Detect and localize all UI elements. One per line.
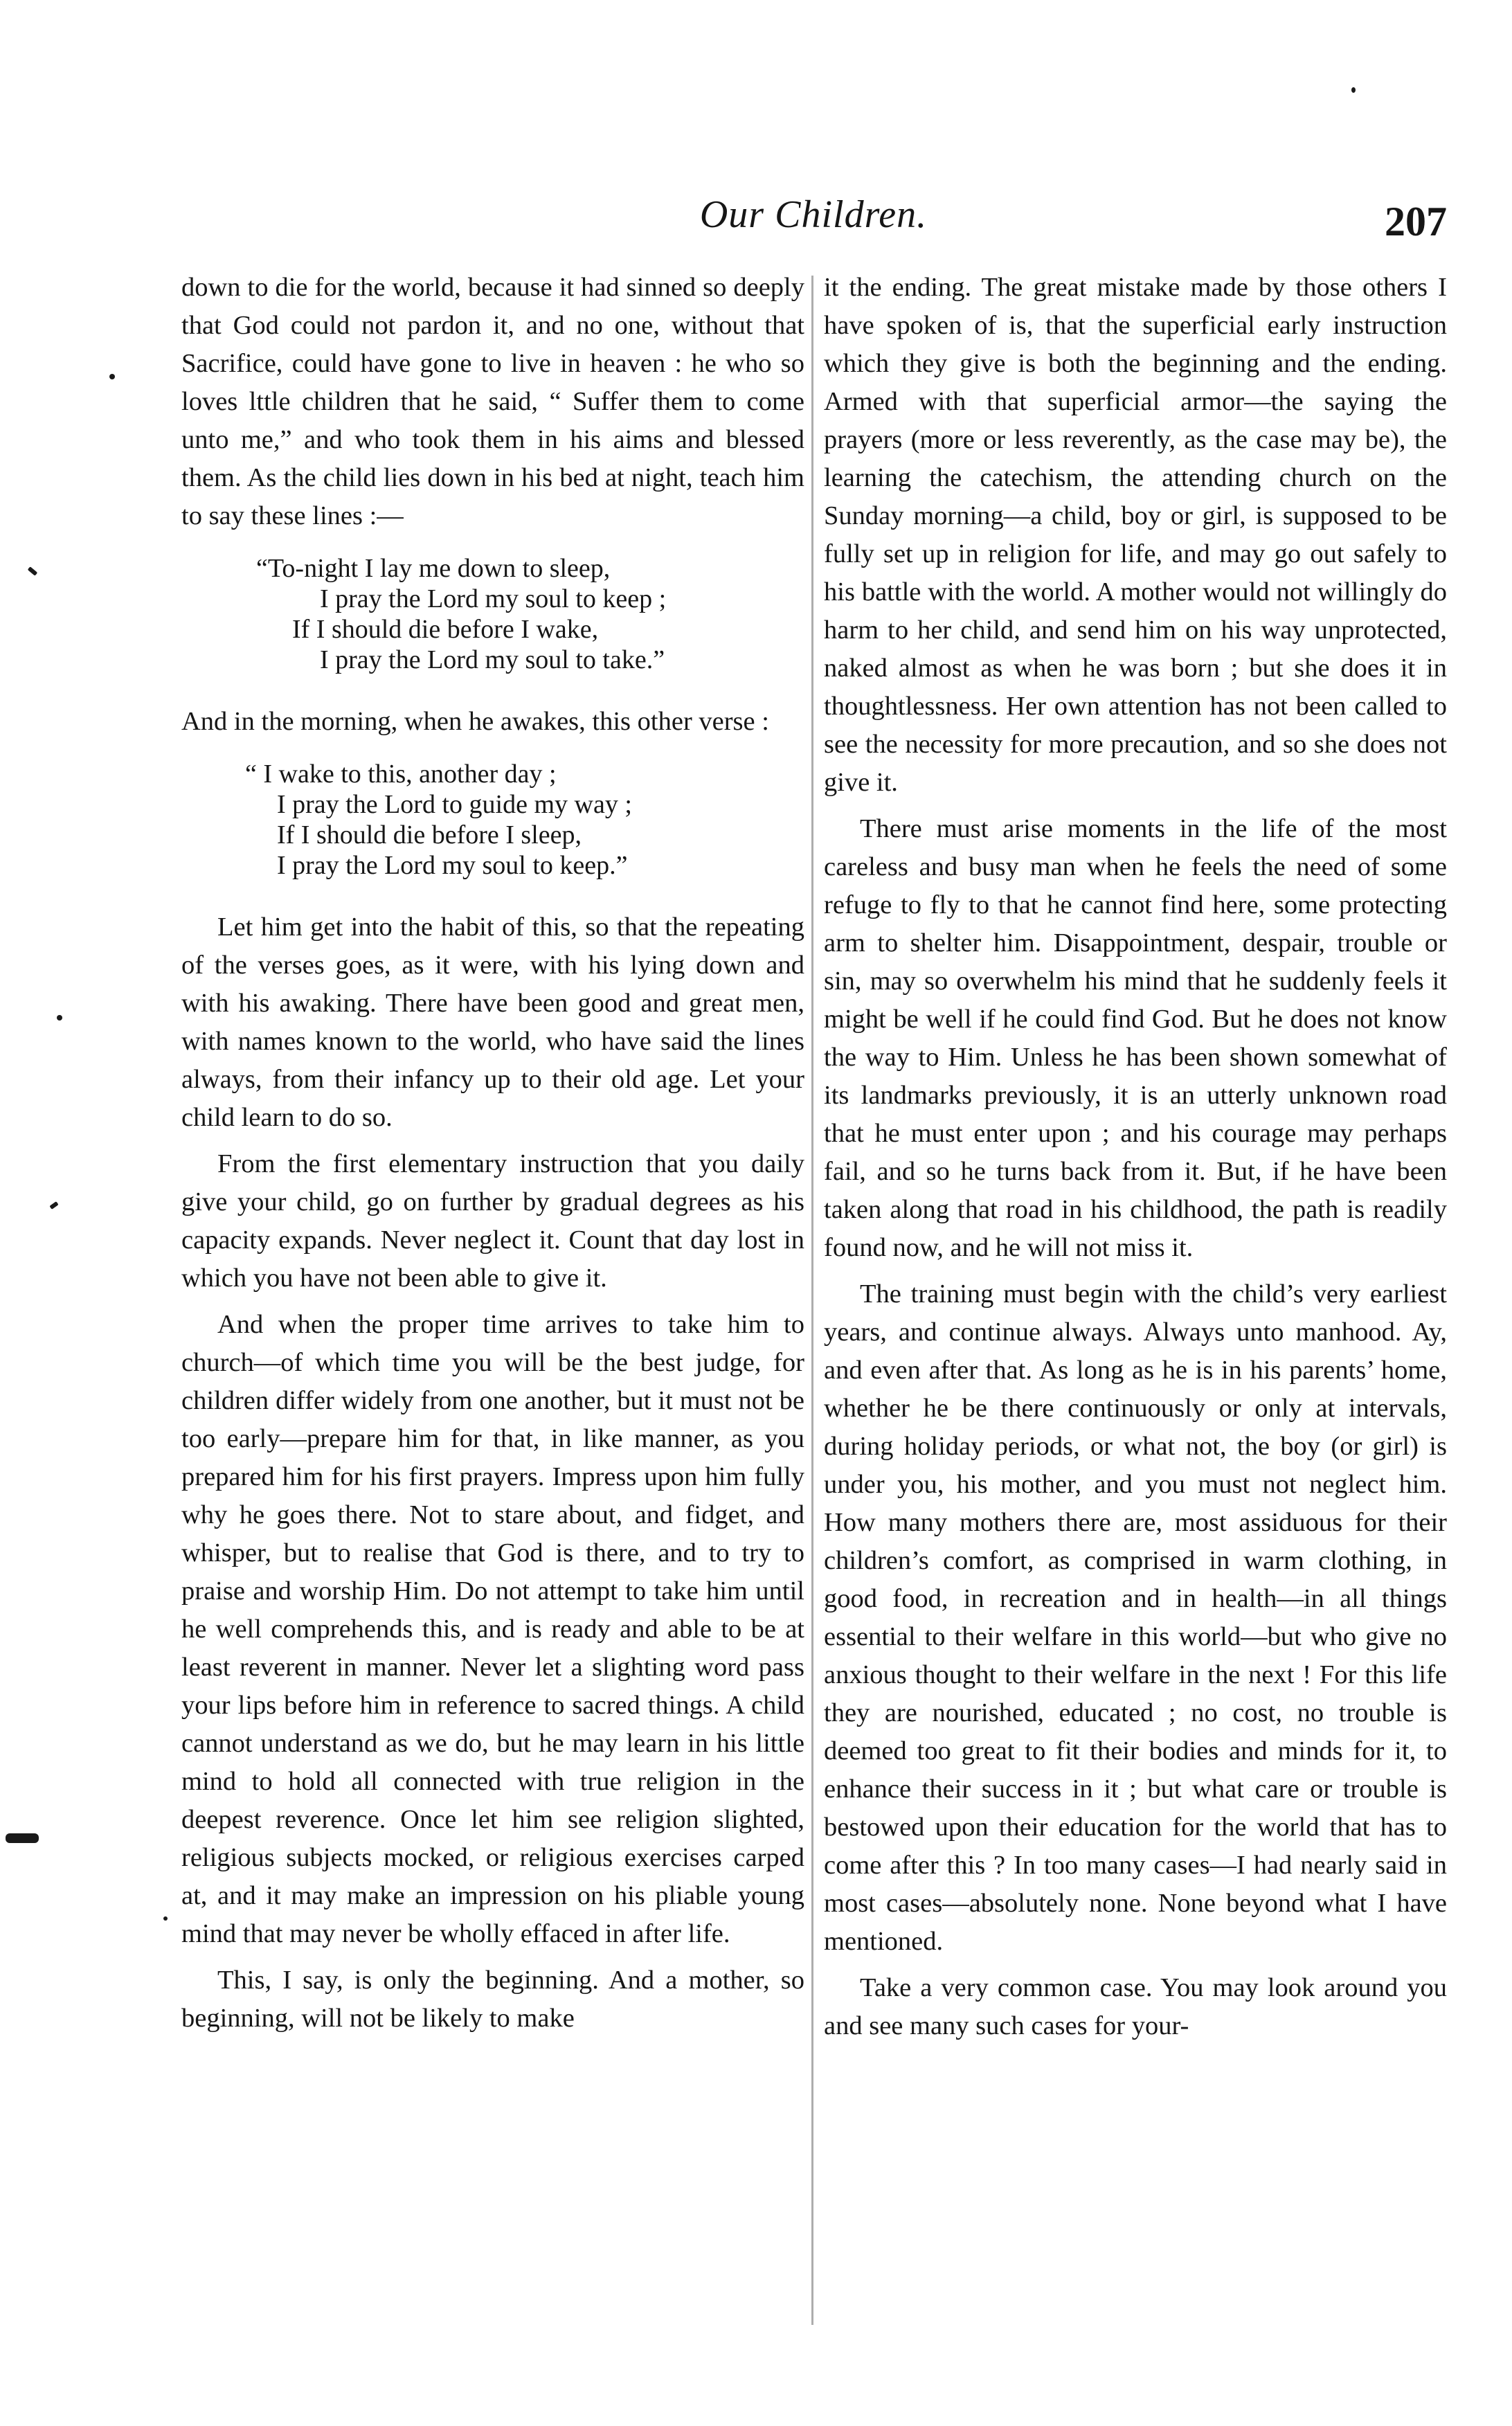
verse-line: If I should die before I sleep, [277,820,582,850]
paragraph: And when the proper time arrives to take him to church—of which time you will be the best judge, for children differ widely from one another, but it must not be too early—prepare him for that, in like manner, as you prepared him for his first prayers. Impress upon him fully why he goes there. Not to stare about, and fidget, and whisper, but to realise that God is there, and to try to praise and worship Him. Do not attempt to take him until he well comprehends this, and is ready and able to be at least reverent in manner. Never let a slighting word pass your lips before him in reference to sacred things. A child cannot understand as we do, but he may learn in his little mind to hold all connected with true religion in the deepest reverence. Once let him see religion slighted, religious subjects mocked, or religious exercises carped at, and it may make an impression on his pliable young mind that may never be wholly effaced in after life. [181,1310,804,1948]
verse-line: I pray the Lord my soul to take.” [320,645,665,674]
page-number: 207 [1385,199,1447,244]
paragraph: From the first elementary instruction that you daily give your child, go on further by gradual degrees as his capacity expands. Never neglect it. Count that day lost in which you have not been able to give it. [181,1149,804,1293]
scan-speck [1351,87,1356,93]
paragraph: There must arise moments in the life of the most careless and busy man when he feels the need of some refuge to fly to that he cannot find here, some protecting arm to shelter him. Disappointment, despair, trouble or sin, may so overwhelm his mind that he suddenly feels it might be well if he could find God. But he does not know the way to Him. Unless he has been shown somewhat of its landmarks previously, it is an utterly unknown road that he must enter upon ; and his courage may perhaps fail, and so he turns back from it. But, if he have been taken along that road in his childhood, the path is readily found now, and he will not miss it. [824,814,1447,1262]
paragraph: it the ending. The great mistake made by those others I have spoken of is, that the superficial early instruction which they give is both the beginning and the ending. Armed with that superficial armor—the saying the prayers (more or less reverently, as the case may be), the learning the catechism, the attending church on the Sunday morning—a child, boy or girl, is supposed to be fully set up in religion for life, and may go out safely to his battle with the world. A mother would not willingly do harm to her child, and send him on his way unprotected, naked almost as when he was born ; but she does it in thoughtlessness. Her own attention has not been called to see the necessity for more precaution, and so she does not give it. [824,273,1447,797]
left-column [181,269,804,2039]
scan-speck [109,374,115,379]
verse-line: “ I wake to this, another day ; [245,760,557,789]
paragraph: The training must begin with the child’s very earliest years, and continue always. Always unto manhood. Ay, and even after that. As long as he is in his parents’ home, whether he be there continuously or only at intervals, during holiday periods, or what not, the boy (or girl) is under you, his mother, and you must not neglect him. How many mothers there are, most assiduous for their children’s comfort, as comprised in warm clothing, in good food, in recreation and in health—in all things essential to their welfare in this world—but who give no anxious thought to their welfare in the next ! For this life they are nourished, educated ; no cost, no trouble is deemed too great to fit their bodies and minds for it, to enhance their success in it ; but what care or trouble is bestowed upon their education for the world that has to come after this ? In too many cases—I had nearly said in most cases—absolutely none. None beyond what I have mentioned. [824,1279,1447,1956]
verse-evening [181,553,804,675]
paragraph: And in the morning, when he awakes, this other verse : [181,707,769,736]
scan-speck [6,1833,39,1843]
verse-line: If I should die before I wake, [292,615,599,644]
paragraph: Take a very common case. You may look around you and see many such cases for your- [824,1973,1447,2040]
verse-line: “To-night I lay me down to sleep, [256,554,611,583]
verse-morning [181,759,804,881]
paragraph: down to die for the world, because it had sinned so deeply that God could not pardon it, and no one, without that Sacrifice, could have gone to live in heaven : he who so loves lttle children that he said, “ Suffer them to come unto me,” and who took them in his aims and blessed them. As the child lies down in his bed at night, teach him to say these lines :— [181,273,804,530]
scan-speck [49,1201,58,1210]
scan-speck [28,566,38,576]
column-divider [811,276,813,2325]
running-title: Our Children. [699,193,928,236]
scan-speck [57,1015,62,1021]
paragraph: Let him get into the habit of this, so that the repeating of the verses goes, as it were, with his lying down and with his awaking. There have been good and great men, with names known to the world, who have said the lines always, from their infancy up to their old age. Let your child learn to do so. [181,913,804,1132]
verse-line: I pray the Lord my soul to keep ; [320,584,667,613]
page-header [180,192,1447,255]
right-column [824,269,1447,2047]
scan-speck [163,1916,168,1921]
verse-line: I pray the Lord my soul to keep.” [277,851,628,880]
verse-line: I pray the Lord to guide my way ; [277,790,632,819]
paragraph: This, I say, is only the beginning. And a mother, so beginning, will not be likely to make [181,1966,804,2033]
